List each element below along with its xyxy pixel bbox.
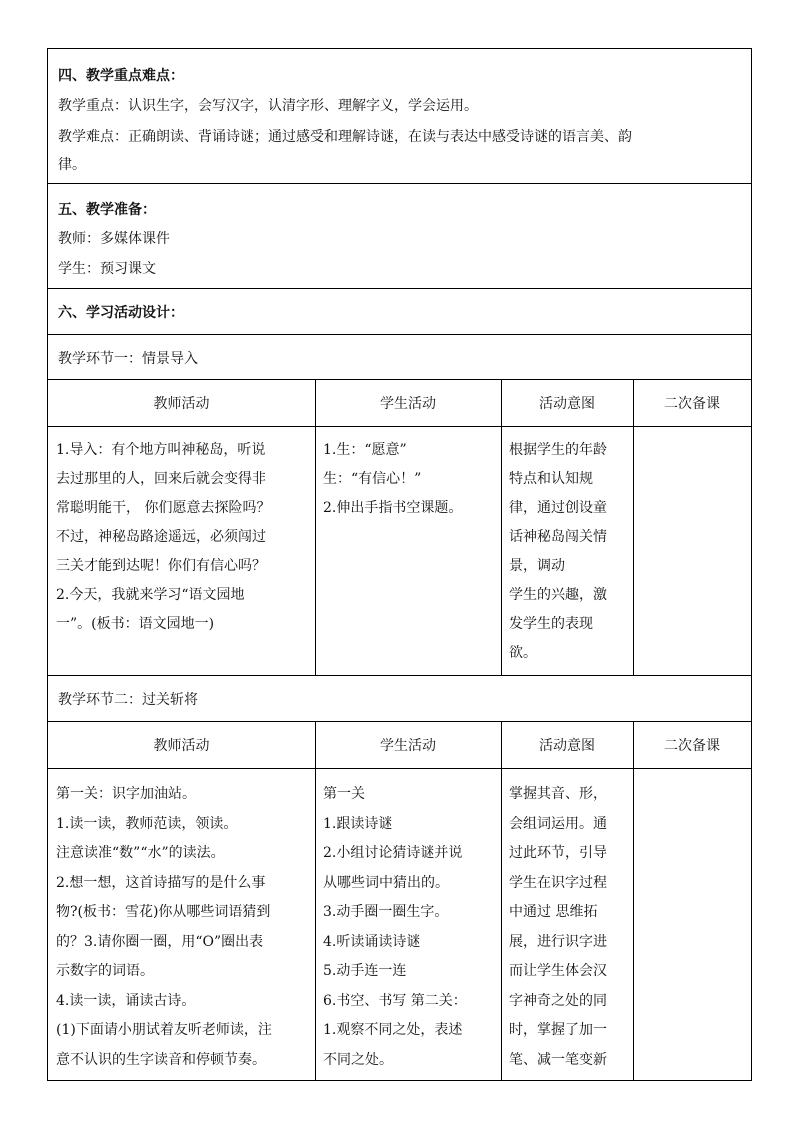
section-preparation [48,184,751,289]
header-second-prep: 二次备课 [664,738,720,754]
student-activity-line: 2.小组讨论猜诗谜并说 [323,845,463,861]
section-key-points [48,49,751,184]
activity-intent-line: 字神奇之处的同 [509,992,607,1009]
teacher-activity-line: 一”。(板书：语文园地一) [56,616,215,632]
student-activity-line: 1.跟读诗谜 [323,815,393,832]
activity-intent-line: 中通过 思维拓 [509,904,598,920]
student-activity-line: 2.伸出手指书空课题。 [323,500,463,516]
lesson-plan-table [47,48,752,1081]
teacher-activity-line: 2.想一想，这首诗描写的是什么事 [56,874,266,891]
activity-intent-line: 学生的兴趣，激 [509,587,607,603]
stage2-body-row [48,769,751,1080]
activity-intent-line: 景，调动 [509,558,565,574]
activity-intent-line: 而让学生体会汉 [509,963,607,979]
teacher-activity-line: 去过那里的人，回来后就会变得非 [56,471,266,487]
teacher-activity-line: 常聪明能干， 你们愿意去探险吗？ [56,500,271,516]
teacher-activity-line: 第一关：识字加油站。 [56,786,196,802]
teacher-activity-line: 4.读一读，诵读古诗。 [56,992,196,1009]
student-activity-line: 6.书空、书写 第二关： [323,992,467,1009]
student-preparation: 学生：预习课文 [58,261,156,277]
header-teacher-activity: 教师活动 [153,738,210,754]
stage1-header-row [48,380,751,427]
key-points-text: 教学重点：认识生字，会写汉字，认清字形、理解字义，学会运用。 [58,98,478,114]
stage1-body-row [48,427,751,676]
column-divider [315,722,316,1080]
activity-intent-line: 掌握其音、形， [509,786,607,802]
activity-intent-line: 展，进行识字进 [509,933,607,950]
activity-intent-line: 学生在识字过程 [509,874,607,891]
activity-intent-line: 过此环节，引导 [509,845,607,861]
student-activity-line: 3.动手圈一圈生字。 [323,904,449,920]
section-activity-design [48,289,751,335]
activity-intent-line: 发学生的表现 [509,616,593,632]
header-student-activity: 学生活动 [380,396,436,412]
activity-intent-line: 时，掌握了加一 [509,1022,607,1038]
teacher-activity-line: 1.导入：有个地方叫神秘岛，听说 [56,442,266,458]
activity-intent-line: 笔、减一笔变新 [509,1051,607,1068]
column-divider [501,380,502,676]
stage1-title-row [48,335,751,380]
difficulty-text-line2: 律。 [58,157,86,173]
teacher-activity-line: 注意读准“数”“水”的读法。 [56,845,225,861]
student-activity-line: 5.动手连一连 [323,963,407,979]
header-second-prep: 二次备课 [664,396,720,412]
column-divider [633,722,634,1080]
student-activity-line: 1.观察不同之处，表述 [323,1022,463,1038]
student-activity-line: 1.生：“愿意” [323,442,407,458]
stage1-title: 教学环节一：情景导入 [58,351,198,367]
teacher-activity-line: 物?(板书：雪花)你从哪些词语猜到 [56,904,271,920]
header-student-activity: 学生活动 [380,738,436,754]
column-divider [501,722,502,1080]
activity-intent-line: 欲。 [509,645,537,661]
teacher-activity-line: 不过，神秘岛路途遥远，必须闯过 [56,529,266,545]
section5-heading: 五、教学准备： [58,202,156,218]
student-activity-line: 4.听读诵读诗谜 [323,933,421,950]
header-activity-intent: 活动意图 [539,738,595,754]
teacher-activity-line: 2.今天，我就来学习“语文园地 [56,587,245,603]
section6-heading: 六、学习活动设计： [58,305,184,321]
teacher-activity-line: 的？3.请你圈一圈，用“O”圈出表 [56,933,264,950]
teacher-activity-line: 1.读一读，教师范读，领读。 [56,815,238,832]
teacher-preparation: 教师：多媒体课件 [58,231,170,247]
section4-heading: 四、教学重点难点： [58,68,184,84]
activity-intent-line: 律，通过创设童 [509,500,607,516]
student-activity-line: 从哪些词中猜出的。 [323,874,449,891]
activity-intent-line: 会组词运用。通 [509,815,607,832]
column-divider [633,380,634,676]
teacher-activity-line: 意不认识的生字读音和停顿节奏。 [56,1051,266,1068]
column-divider [315,380,316,676]
activity-intent-line: 特点和认知规 [509,471,593,487]
teacher-activity-line: 三关才能到达呢！你们有信心吗？ [56,558,266,574]
student-activity-line: 第一关 [323,786,365,802]
stage2-header-row [48,722,751,769]
student-activity-line: 不同之处。 [323,1051,393,1068]
stage2-title-row [48,676,751,722]
teacher-activity-line: 示数字的词语。 [56,963,154,979]
student-activity-line: 生：“有信心！” [323,471,422,487]
activity-intent-line: 根据学生的年龄 [509,442,607,458]
teacher-activity-line: (1)下面请小朋试着友听老师读，注 [56,1022,272,1038]
stage2-title: 教学环节二：过关斩将 [58,692,198,708]
activity-intent-line: 话神秘岛闯关情 [509,529,607,545]
difficulty-text-line1: 教学难点：正确朗读、背诵诗谜；通过感受和理解诗谜，在读与表达中感受诗谜的语言美、韵 [58,129,632,145]
header-teacher-activity: 教师活动 [153,396,210,412]
header-activity-intent: 活动意图 [539,396,595,412]
